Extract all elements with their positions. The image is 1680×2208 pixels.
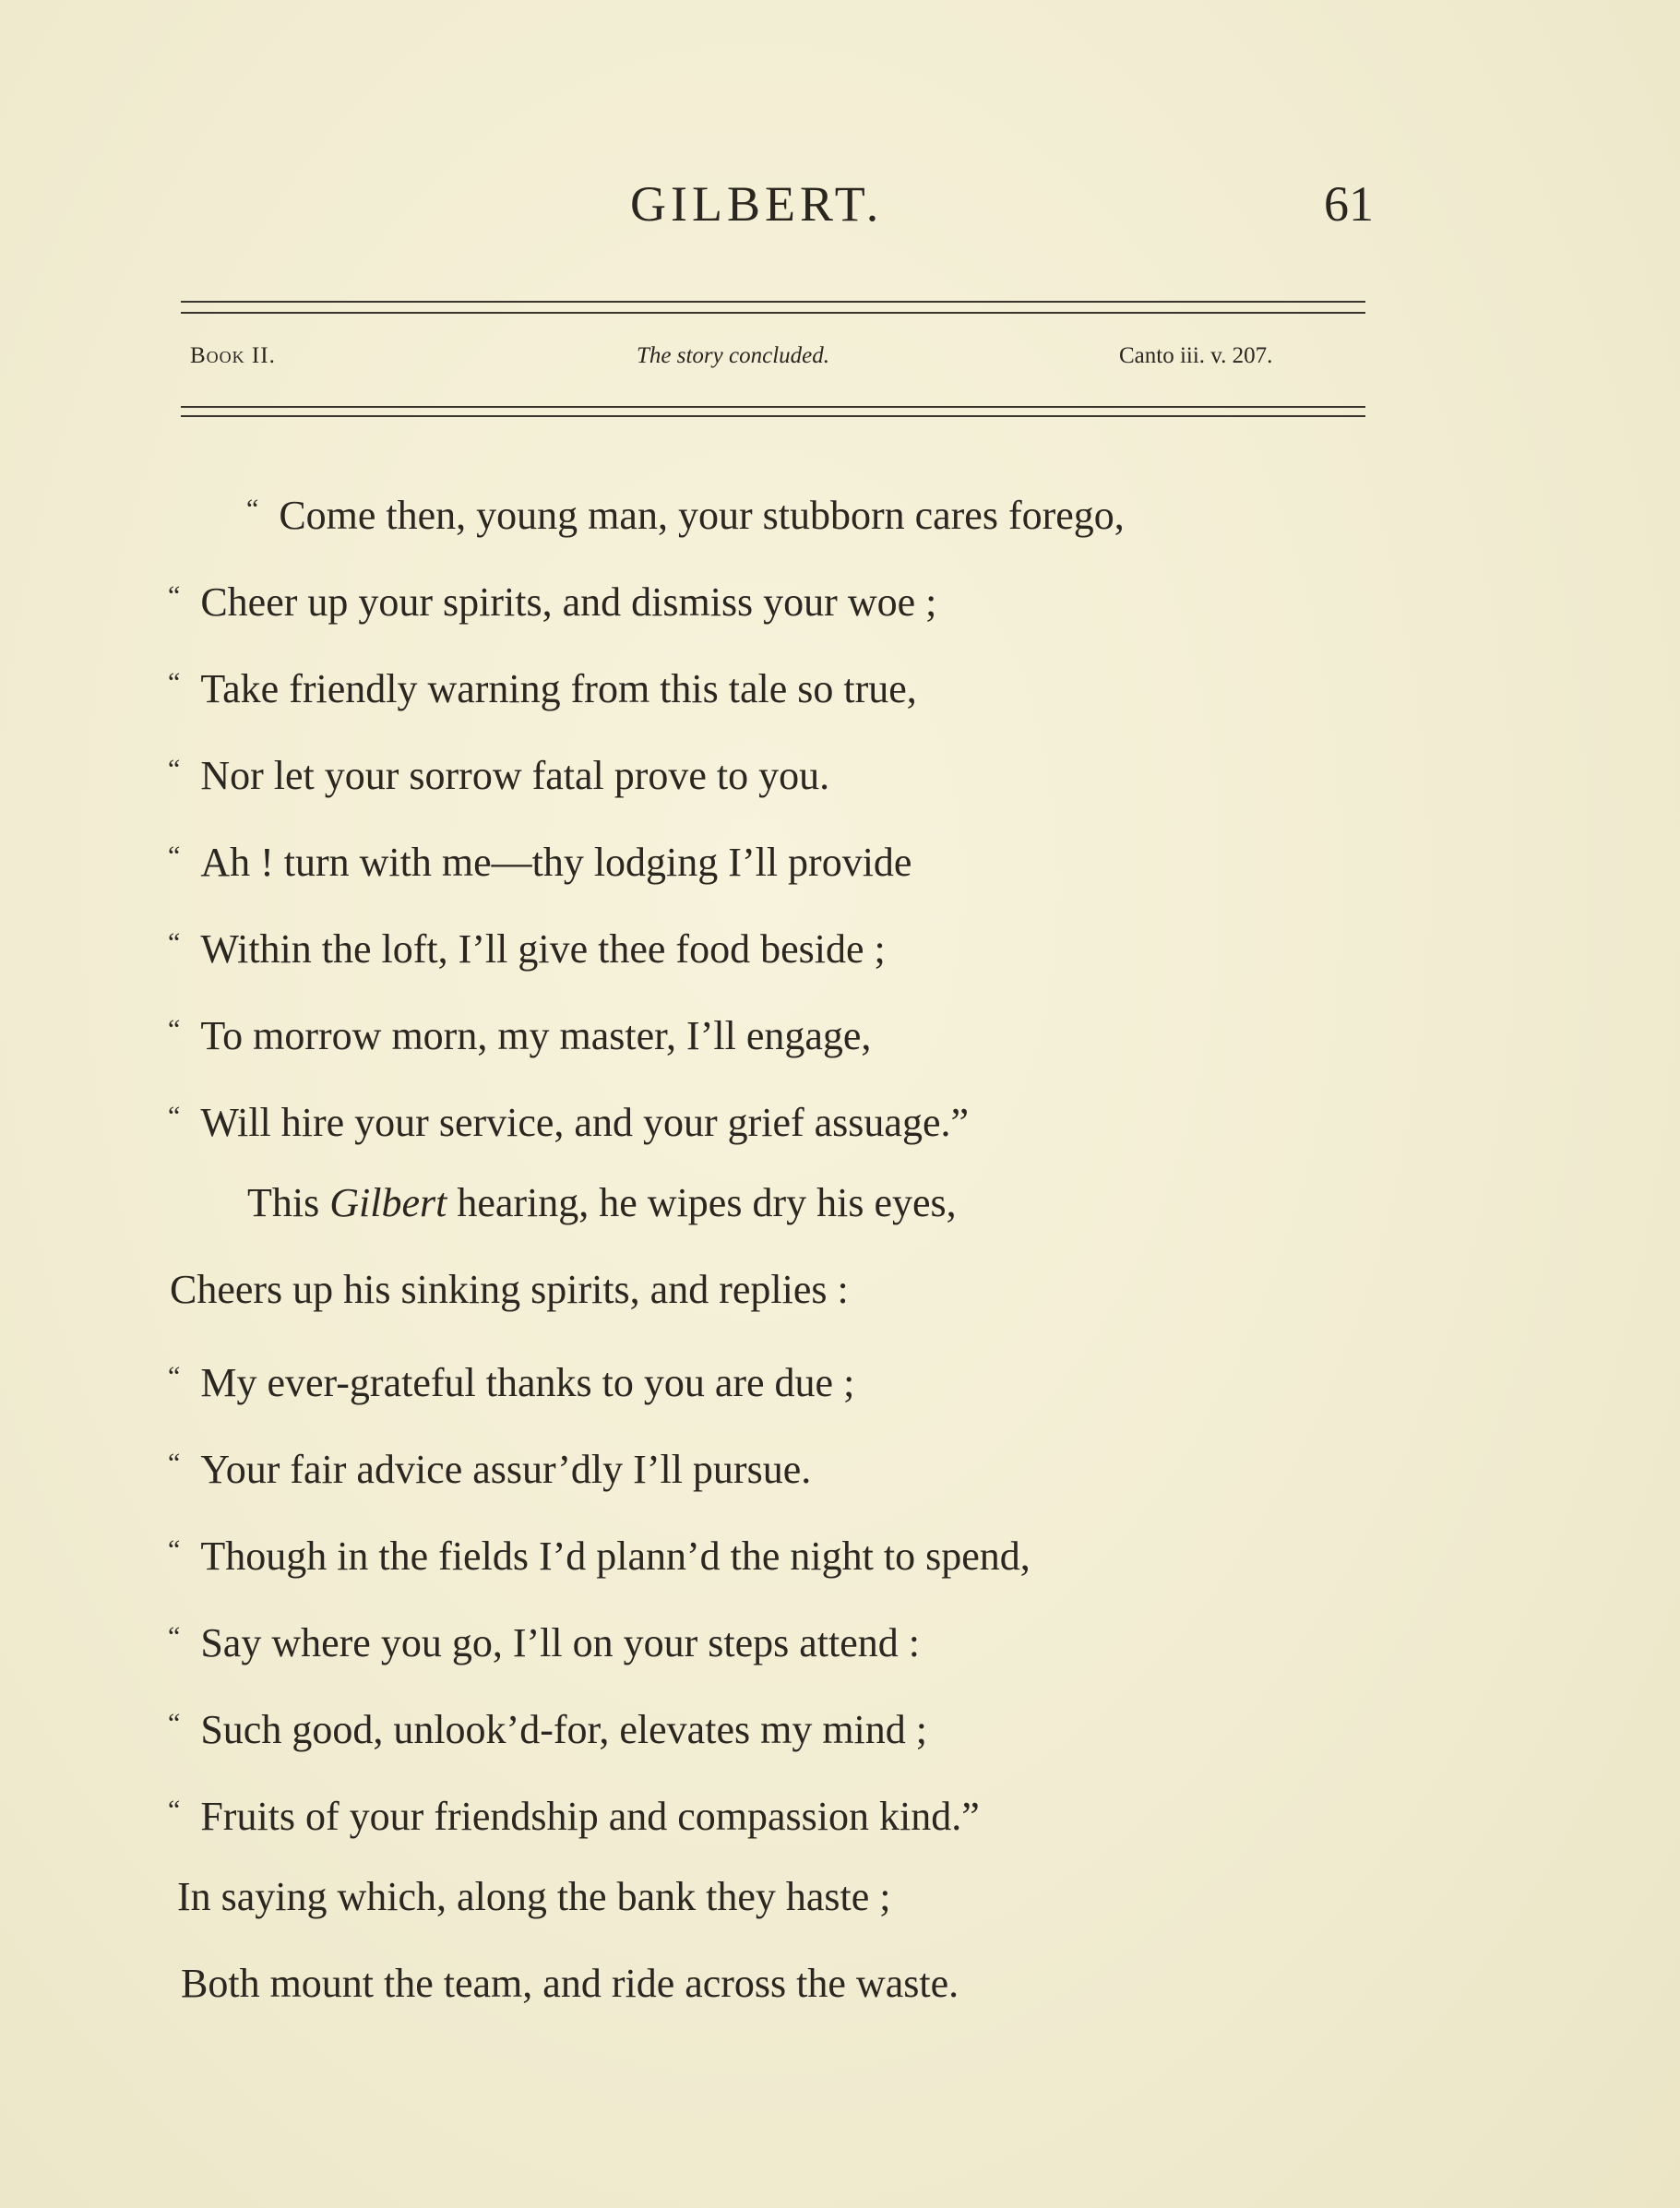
line-text: Cheers up his sinking spirits, and replies :	[170, 1267, 849, 1312]
poem-line-12	[168, 1438, 811, 1495]
line-text: Take friendly warning from this tale so true,	[200, 666, 917, 711]
open-quote: “	[168, 1101, 181, 1131]
line-text: Fruits of your friendship and compassion kind.”	[200, 1794, 980, 1839]
line-text: Ah ! turn with me—thy lodging I’ll provide	[200, 840, 912, 885]
line-text: Will hire your service, and your grief assuage.”	[200, 1100, 970, 1145]
open-quote: “	[168, 1448, 181, 1478]
poem-line-5	[168, 831, 911, 888]
poem-line-8	[168, 1092, 969, 1148]
line-text: Your fair advice assur’dly I’ll pursue.	[200, 1447, 812, 1492]
open-quote: “	[168, 1361, 181, 1391]
open-quote: “	[168, 1621, 181, 1652]
page-number: 61	[1324, 176, 1374, 232]
open-quote: “	[168, 1534, 181, 1565]
line-text: Though in the fields I’d plann’d the night to spend,	[200, 1534, 1031, 1579]
open-quote: “	[168, 927, 181, 958]
line-text: Such good, unlook’d-for, elevates my mind ;	[200, 1707, 927, 1752]
poem-line-1	[246, 484, 1125, 541]
poem-line-10	[170, 1265, 849, 1315]
header-rule-top-inner	[181, 312, 1365, 314]
poem-line-2	[168, 571, 936, 627]
section-title: The story concluded.	[637, 343, 829, 368]
header-rule-bottom	[181, 415, 1365, 417]
poem-line-16	[168, 1785, 980, 1842]
line-text: To morrow morn, my master, I’ll engage,	[200, 1013, 872, 1058]
poem-line-9	[247, 1178, 957, 1228]
open-quote: “	[168, 1014, 181, 1044]
open-quote: “	[168, 1795, 181, 1825]
open-quote: “	[246, 494, 259, 524]
poem-line-17	[177, 1872, 890, 1922]
line-text-end: hearing, he wipes dry his eyes,	[457, 1180, 957, 1225]
header-rule-top	[181, 301, 1365, 303]
line-text: Nor let your sorrow fatal prove to you.	[200, 753, 830, 798]
line-text: My ever-grateful thanks to you are due ;	[200, 1360, 855, 1405]
name-gilbert: Gilbert	[329, 1180, 447, 1225]
line-text: Both mount the team, and ride across the waste.	[181, 1961, 959, 2006]
poem-line-6	[168, 918, 886, 974]
poem-line-15	[168, 1699, 927, 1755]
open-quote: “	[168, 1708, 181, 1738]
line-text: Cheer up your spirits, and dismiss your woe ;	[200, 579, 937, 625]
poem-line-14	[168, 1612, 920, 1668]
section-subheader	[0, 343, 1680, 380]
line-text: Within the loft, I’ll give thee food beside ;	[200, 926, 886, 972]
line-text-start: This	[247, 1180, 320, 1225]
running-head	[0, 175, 1680, 249]
open-quote: “	[168, 841, 181, 871]
poem-line-11	[168, 1352, 854, 1408]
line-text: In saying which, along the bank they haste ;	[177, 1874, 891, 1919]
poem-line-13	[168, 1525, 1031, 1581]
poem-line-3	[168, 658, 917, 714]
header-rule-bottom-inner	[181, 406, 1365, 408]
book-label: Book II.	[190, 343, 276, 368]
line-text: Say where you go, I’ll on your steps attend :	[200, 1620, 920, 1665]
line-text: Come then, young man, your stubborn cares forego,	[279, 493, 1125, 538]
poem-line-18	[181, 1959, 959, 2009]
running-title: GILBERT.	[630, 176, 884, 232]
poem-line-7	[168, 1005, 871, 1061]
open-quote: “	[168, 667, 181, 698]
open-quote: “	[168, 580, 181, 611]
canto-reference: Canto iii. v. 207.	[1119, 343, 1273, 368]
open-quote: “	[168, 754, 181, 784]
poem-line-4	[168, 745, 829, 801]
